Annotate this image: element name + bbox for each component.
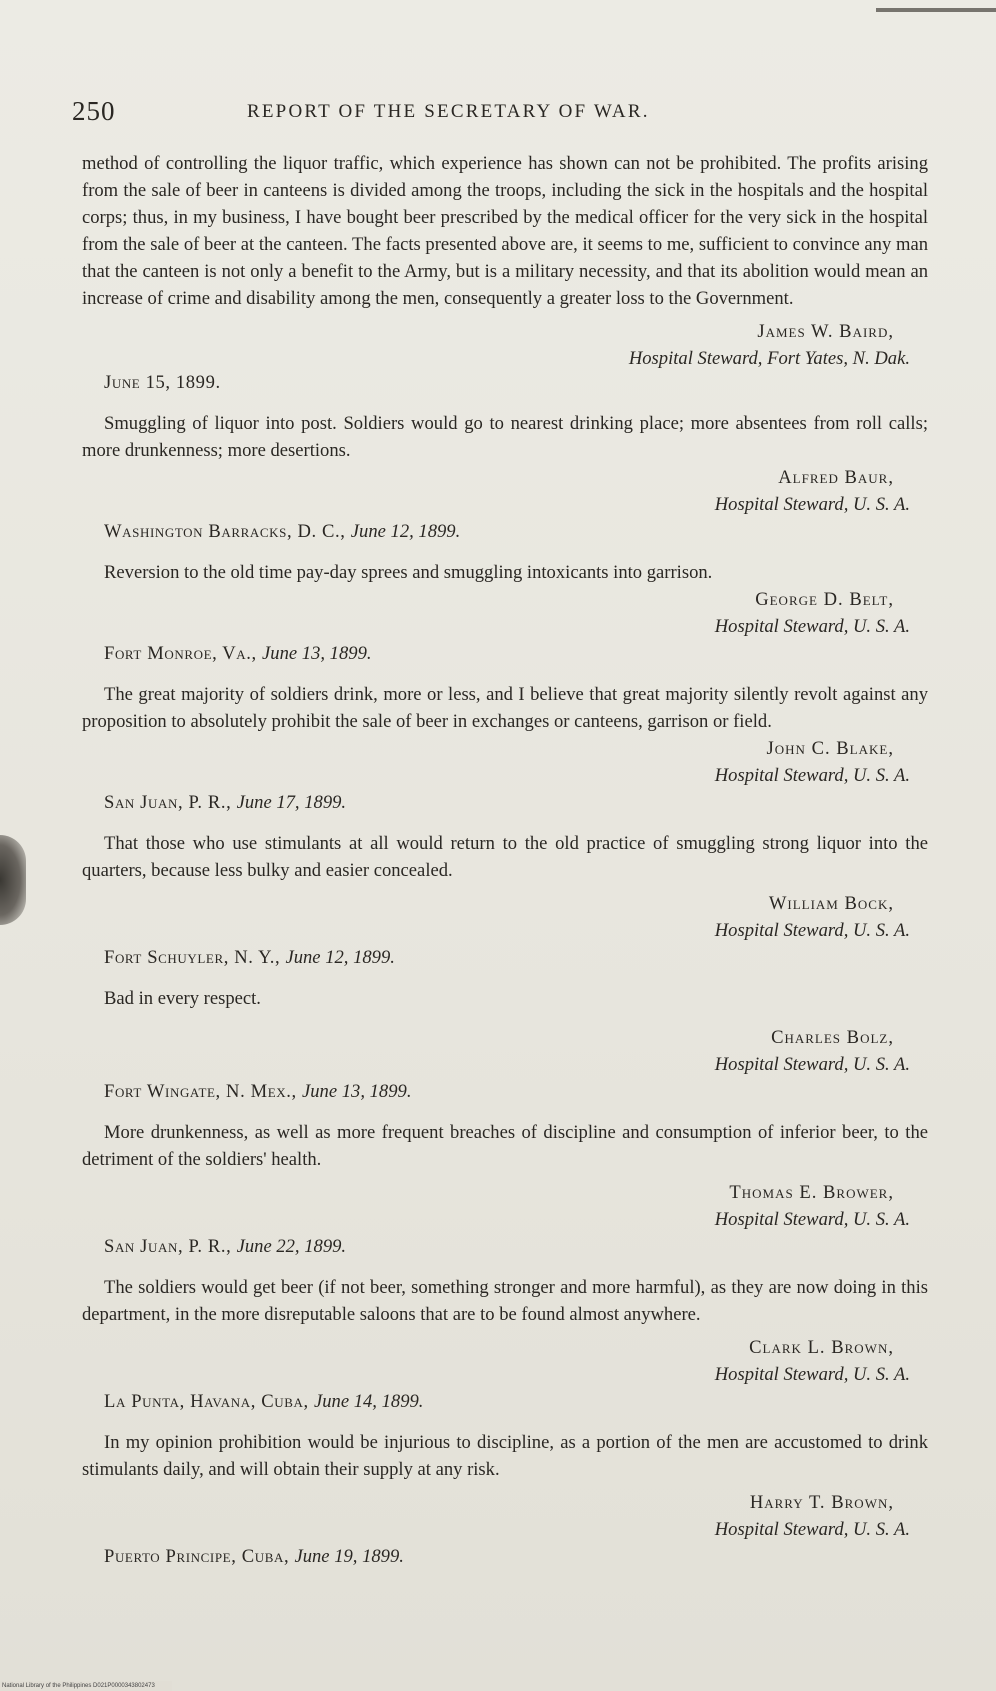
place-name: San Juan, P. R., <box>104 1236 232 1257</box>
place-date-line <box>82 369 928 396</box>
entry-text: Bad in every respect. <box>104 988 261 1009</box>
letter-entry <box>82 681 928 816</box>
entry-text: More drunkenness, as well as more frequent breaches of discipline and consumption of inferior beer, to the detriment of the soldiers' health. <box>82 1122 928 1170</box>
signature-title: Hospital Steward, U. S. A. <box>714 765 910 786</box>
signature-block <box>82 1024 928 1078</box>
signature-name: William Bock, <box>768 893 894 914</box>
entry-date: June 14, 1899. <box>313 1391 424 1412</box>
entry-text: method of controlling the liquor traffic, which experience has shown can not be prohibited. The profits arising from the sale of beer in canteens is divided among the troops, including the sick in the hospitals and the hospital corps; thus, in my business, I have bought beer prescribed by the medical officer for the very sick in the hospital from the sale of beer at the canteen. The facts presented above are, it seems to me, sufficient to convince any man that the canteen is not only a benefit to the Army, but is a military necessity, and that its abolition would mean an increase of crime and disability among the men, consequently a greater loss to the Government. <box>82 153 928 309</box>
page-header <box>72 96 924 130</box>
entry-date: June 19, 1899. <box>294 1546 404 1567</box>
place-name: San Juan, P. R., <box>104 792 232 813</box>
place-date-line <box>82 1233 928 1260</box>
signature-block <box>82 464 928 518</box>
letter-entry <box>82 985 928 1105</box>
letter-entry <box>82 150 928 396</box>
scan-thumb-shadow <box>0 835 26 925</box>
signature-block <box>82 586 928 640</box>
signature-name: Thomas E. Brower, <box>729 1182 894 1203</box>
letter-entry <box>82 410 928 545</box>
entry-text: The great majority of soldiers drink, more or less, and I believe that great majority silently revolt against any proposition to absolutely prohibit the sale of beer in exchanges or canteens, garrison or field. <box>82 684 928 732</box>
place-date-line <box>82 1078 928 1105</box>
entry-date: June 13, 1899. <box>262 643 372 664</box>
page-content <box>82 150 928 1582</box>
signature-block <box>82 890 928 944</box>
signature-block <box>82 735 928 789</box>
signature-name: John C. Blake, <box>766 738 894 759</box>
signature-title: Hospital Steward, Fort Yates, N. Dak. <box>628 348 910 369</box>
place-name: Washington Barracks, D. C., <box>104 521 346 542</box>
entry-text: In my opinion prohibition would be injurious to discipline, as a portion of the men are accustomed to drink stimulants daily, and will obtain their supply at any risk. <box>82 1432 928 1480</box>
letter-entry <box>82 1119 928 1260</box>
place-name: Puerto Principe, Cuba, <box>104 1546 290 1567</box>
running-title: REPORT OF THE SECRETARY OF WAR. <box>247 101 650 122</box>
signature-name: George D. Belt, <box>755 589 894 610</box>
signature-title: Hospital Steward, U. S. A. <box>714 1209 910 1230</box>
place-date-line <box>82 518 928 545</box>
entry-date: June 13, 1899. <box>302 1081 412 1102</box>
entry-text: The soldiers would get beer (if not beer, something stronger and more harmful), as they are now doing in this department, in the more disreputable saloons that are to be found almost anywhere. <box>82 1277 928 1325</box>
place-name: Fort Monroe, Va., <box>104 643 257 664</box>
place-date-line <box>82 1388 928 1415</box>
signature-title: Hospital Steward, U. S. A. <box>714 1519 910 1540</box>
signature-block <box>82 318 928 372</box>
place-name: La Punta, Havana, Cuba, <box>104 1391 309 1412</box>
signature-block <box>82 1489 928 1543</box>
entry-date: June 17, 1899. <box>236 792 347 813</box>
entry-text: Smuggling of liquor into post. Soldiers would go to nearest drinking place; more absentees from roll calls; more drunkenness; more desertions. <box>82 413 928 461</box>
place-date-line <box>82 640 928 667</box>
signature-name: James W. Baird, <box>757 321 894 342</box>
page-number: 250 <box>72 96 116 126</box>
letter-entry <box>82 1274 928 1415</box>
signature-title: Hospital Steward, U. S. A. <box>714 1364 910 1385</box>
place-date-line <box>82 789 928 816</box>
scan-top-rule <box>876 8 996 12</box>
signature-name: Alfred Baur, <box>778 467 894 488</box>
letter-entry <box>82 1429 928 1570</box>
signature-name: Harry T. Brown, <box>749 1492 894 1513</box>
signature-block <box>82 1334 928 1388</box>
place-name: Fort Wingate, N. Mex., <box>104 1081 297 1102</box>
entry-date: June 12, 1899. <box>285 947 395 968</box>
signature-title: Hospital Steward, U. S. A. <box>714 1054 910 1075</box>
signature-title: Hospital Steward, U. S. A. <box>714 920 910 941</box>
place-name: Fort Schuyler, N. Y., <box>104 947 281 968</box>
letter-entry <box>82 559 928 667</box>
scan-imprint: National Library of the Philippines D021P0000343802473 <box>0 1681 172 1691</box>
place-date-line <box>82 1543 928 1570</box>
entry-text: That those who use stimulants at all would return to the old practice of smuggling strong liquor into the quarters, because less bulky and easier concealed. <box>82 833 928 881</box>
letter-entry <box>82 830 928 971</box>
entry-date: June 12, 1899. <box>350 521 461 542</box>
signature-name: Charles Bolz, <box>771 1027 894 1048</box>
signature-block <box>82 1179 928 1233</box>
entry-date: June 22, 1899. <box>236 1236 347 1257</box>
signature-title: Hospital Steward, U. S. A. <box>714 616 910 637</box>
signature-name: Clark L. Brown, <box>749 1337 894 1358</box>
signature-title: Hospital Steward, U. S. A. <box>714 494 910 515</box>
place-name: June 15, 1899. <box>104 372 221 393</box>
entry-text: Reversion to the old time pay-day sprees and smuggling intoxicants into garrison. <box>104 562 713 583</box>
place-date-line <box>82 944 928 971</box>
